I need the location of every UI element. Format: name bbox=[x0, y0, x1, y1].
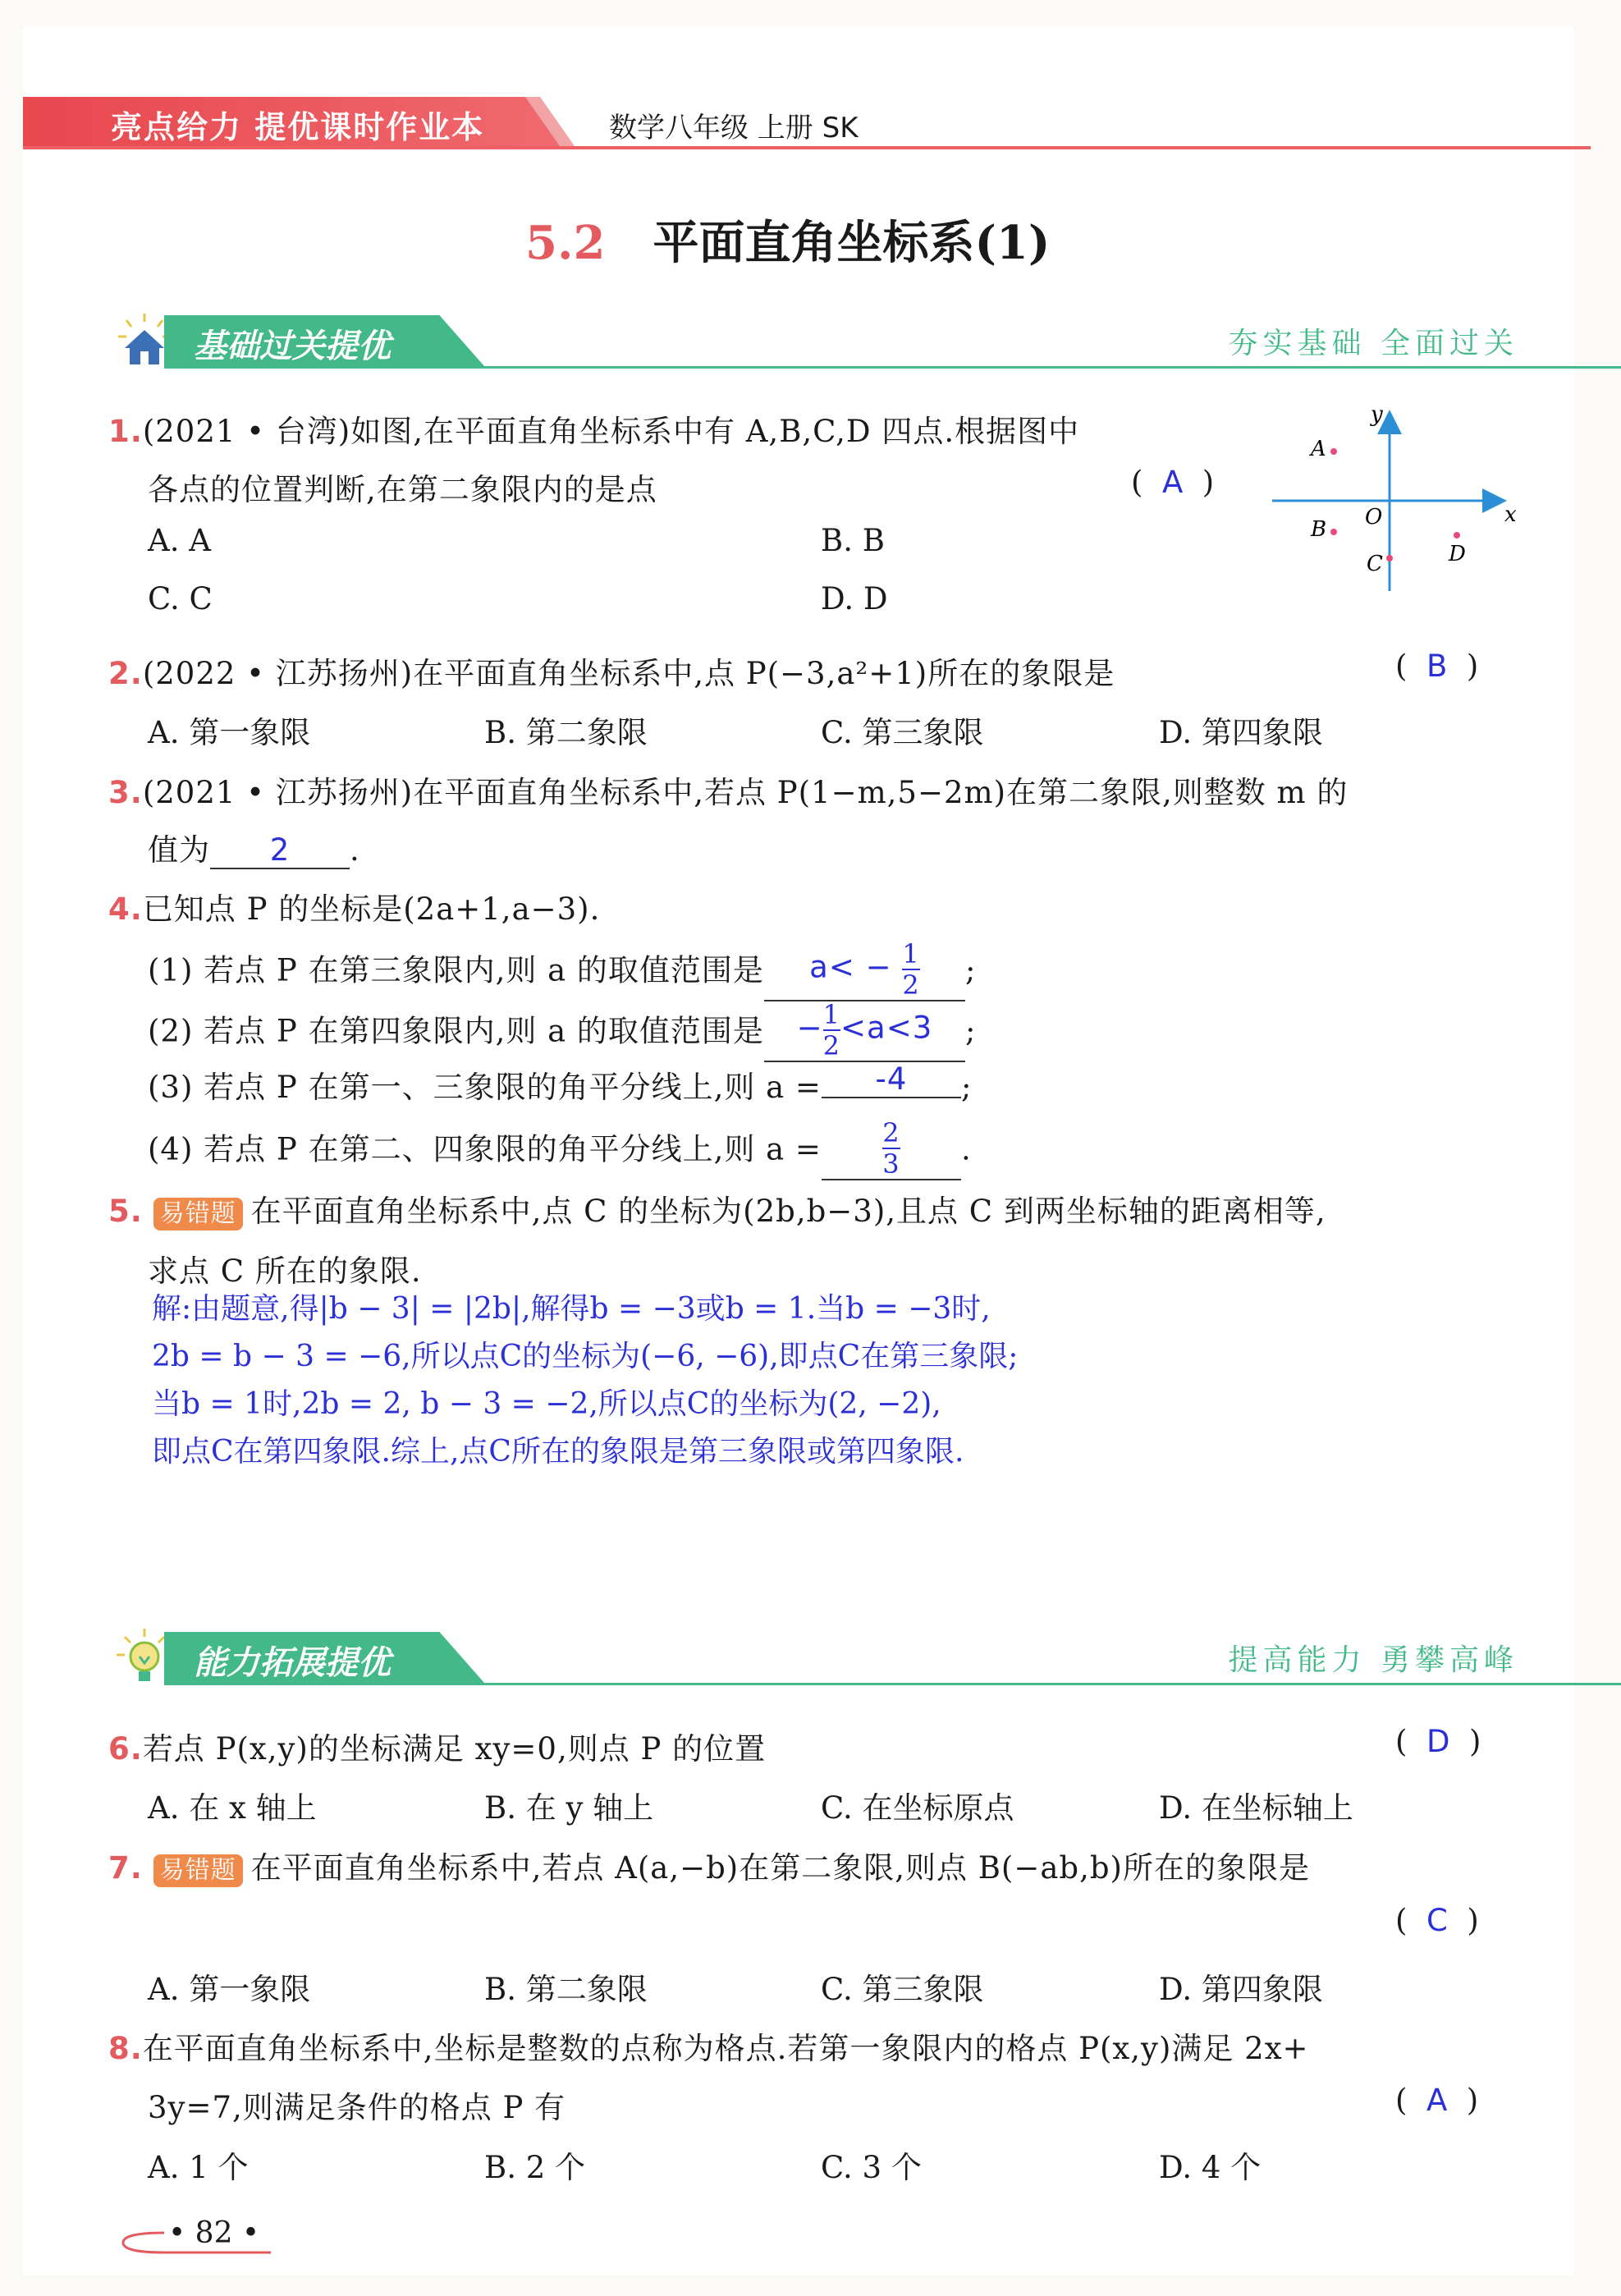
q4-part4-blank bbox=[822, 1118, 961, 1180]
q2-line bbox=[108, 648, 1115, 693]
q6-option-b: B. 在 y 轴上 bbox=[484, 1790, 654, 1826]
q4-part1-blank bbox=[764, 939, 965, 1001]
q4-part4-fraction bbox=[882, 1118, 900, 1179]
page-number: • 82 • bbox=[168, 2216, 260, 2250]
q4-part1: (1) 若点 P 在第三象限内,则 a 的取值范围是 a< − $\frac{1}{2}$ ; bbox=[148, 938, 977, 1001]
q2-option-d: D. 第四象限 bbox=[1159, 715, 1323, 750]
q4-part2-text: (2) 若点 P 在第四象限内,则 a 的取值范围是 bbox=[148, 1013, 764, 1049]
q5-solution-line1: 解:由题意,得|b − 3| = |2b|,解得b = −3或b = 1.当b = −3时, bbox=[152, 1292, 991, 1326]
question-number: 6. bbox=[108, 1731, 143, 1767]
q1-line1 bbox=[108, 406, 1079, 451]
q7-option-d: D. 第四象限 bbox=[1159, 1972, 1323, 2007]
q8-answer: A bbox=[1426, 2083, 1448, 2118]
q5-line1 bbox=[108, 1186, 1326, 1230]
q4-part2-blank bbox=[764, 1000, 965, 1062]
q7-option-a: A. 第一象限 bbox=[148, 1972, 311, 2007]
q3-blank bbox=[210, 832, 350, 869]
point-b-label: B bbox=[1311, 517, 1327, 542]
point-c bbox=[1386, 555, 1393, 561]
question-number: 8. bbox=[108, 2031, 143, 2066]
q4-line bbox=[108, 884, 600, 928]
point-b bbox=[1330, 529, 1337, 535]
fraction-numerator: 2 bbox=[882, 1117, 900, 1148]
x-axis-label: x bbox=[1504, 502, 1517, 527]
q4-part3-text: (3) 若点 P 在第一、三象限的角平分线上,则 a = bbox=[148, 1070, 822, 1105]
origin-label: O bbox=[1365, 505, 1383, 529]
q4-part3: (3) 若点 P 在第一、三象限的角平分线上,则 a = -4 ; bbox=[148, 1061, 973, 1105]
q5-solution-line4: 即点C在第四象限.综上,点C所在的象限是第三象限或第四象限. bbox=[152, 1435, 964, 1469]
coordinate-graph bbox=[1268, 402, 1517, 603]
q4-part1-text: (1) 若点 P 在第三象限内,则 a 的取值范围是 bbox=[148, 952, 764, 988]
q3-stem-1: (2021 • 江苏扬州)在平面直角坐标系中,若点 P(1−m,5−2m)在第二象限,则整数 m 的 bbox=[142, 775, 1349, 810]
q5-solution-line3: 当b = 1时,2b = 2, b − 3 = −2,所以点C的坐标为(2, −2), bbox=[152, 1387, 941, 1421]
q7-option-c: C. 第三象限 bbox=[821, 1972, 984, 2007]
question-number: 7. bbox=[108, 1850, 143, 1886]
q8-option-a: A. 1 个 bbox=[148, 2150, 249, 2185]
q3-stem-2: 值为 bbox=[148, 832, 210, 868]
fraction-denominator: 3 bbox=[882, 1148, 900, 1180]
section-label: 基础过关提优 bbox=[194, 328, 391, 365]
q4-part2-fraction bbox=[823, 1000, 840, 1061]
q2-stem: (2022 • 江苏扬州)在平面直角坐标系中,点 P(−3,a²+1)所在的象限是 bbox=[142, 656, 1115, 691]
q4-part1-answer-pre: a< − bbox=[809, 949, 892, 985]
section-banner-basic bbox=[115, 310, 1518, 369]
q6-answer: D bbox=[1426, 1724, 1450, 1759]
q5-stem-2: 求点 C 所在的象限. bbox=[148, 1253, 422, 1289]
q6-line bbox=[108, 1724, 766, 1768]
section-motto: 夯实基础 全面过关 bbox=[1228, 327, 1518, 360]
q4-part2: (2) 若点 P 在第四象限内,则 a 的取值范围是 − $\frac{1}{2}$ <a<3 ; bbox=[148, 999, 977, 1061]
q7-answer-box: ( C ) bbox=[1395, 1903, 1479, 1938]
q7-option-b: B. 第二象限 bbox=[484, 1972, 648, 2007]
q8-stem-1: 在平面直角坐标系中,坐标是整数的点称为格点.若第一象限内的格点 P(x,y)满足 2x+ bbox=[142, 2031, 1309, 2066]
q1-stem-1: (2021 • 台湾)如图,在平面直角坐标系中有 A,B,C,D 四点.根据图中 bbox=[142, 414, 1080, 449]
q7-stem: 在平面直角坐标系中,若点 A(a,−b)在第二象限,则点 B(−ab,b)所在的象限是 bbox=[250, 1850, 1310, 1886]
q4-part4-text: (4) 若点 P 在第二、四象限的角平分线上,则 a = bbox=[148, 1131, 822, 1167]
q2-option-c: C. 第三象限 bbox=[821, 715, 984, 750]
q3-line1 bbox=[108, 768, 1348, 812]
q2-answer-box: ( B ) bbox=[1395, 648, 1479, 684]
q3-answer: 2 bbox=[269, 832, 291, 868]
q8-line1 bbox=[108, 2023, 1309, 2068]
q8-stem-2: 3y=7,则满足条件的格点 P 有 bbox=[148, 2090, 566, 2125]
q8-option-d: D. 4 个 bbox=[1159, 2150, 1262, 2185]
q1-option-b: B. B bbox=[821, 523, 885, 558]
header-subtitle: 数学八年级 上册 SK bbox=[609, 112, 859, 144]
section-rule bbox=[164, 1683, 1621, 1685]
q2-option-a: A. 第一象限 bbox=[148, 715, 311, 750]
section-banner-advanced bbox=[115, 1627, 1518, 1686]
section-rule bbox=[164, 366, 1621, 369]
error-prone-tag: 易错题 bbox=[153, 1198, 243, 1230]
q4-part3-blank bbox=[822, 1061, 961, 1098]
q4-part1-fraction bbox=[902, 939, 919, 1000]
fraction-numerator: 1 bbox=[822, 999, 841, 1030]
error-prone-tag: 易错题 bbox=[153, 1854, 243, 1887]
page-title bbox=[525, 207, 1050, 273]
question-number: 4. bbox=[108, 891, 143, 927]
q8-option-c: C. 3 个 bbox=[821, 2150, 922, 2185]
section-label: 能力拓展提优 bbox=[194, 1644, 391, 1682]
q4-part3-answer: -4 bbox=[875, 1061, 908, 1097]
q2-option-b: B. 第二象限 bbox=[484, 715, 648, 750]
q7-answer: C bbox=[1426, 1903, 1448, 1938]
point-a-label: A bbox=[1311, 437, 1326, 461]
q6-stem: 若点 P(x,y)的坐标满足 xy=0,则点 P 的位置 bbox=[142, 1731, 767, 1767]
q7-line bbox=[108, 1843, 1310, 1887]
q5-stem-1: 在平面直角坐标系中,点 C 的坐标为(2b,b−3),且点 C 到两坐标轴的距离相等, bbox=[250, 1194, 1326, 1229]
q4-stem: 已知点 P 的坐标是(2a+1,a−3). bbox=[142, 891, 601, 927]
q5-solution-line2: 2b = b − 3 = −6,所以点C的坐标为(−6, −6),即点C在第三象限; bbox=[152, 1340, 1019, 1373]
question-number: 2. bbox=[108, 656, 143, 691]
q4-part2-answer-post: <a<3 bbox=[840, 1010, 933, 1046]
point-d-label: D bbox=[1449, 542, 1466, 566]
point-a bbox=[1330, 448, 1337, 455]
q3-line2: 值为 2 . bbox=[148, 832, 360, 868]
fraction-denominator: 2 bbox=[902, 969, 920, 1001]
point-c-label: C bbox=[1367, 552, 1383, 576]
q1-option-c: C. C bbox=[148, 581, 213, 616]
section-motto: 提高能力 勇攀高峰 bbox=[1228, 1643, 1518, 1677]
q2-answer: B bbox=[1426, 648, 1448, 684]
q6-option-a: A. 在 x 轴上 bbox=[148, 1790, 317, 1826]
fraction-numerator: 1 bbox=[902, 938, 920, 969]
header-brand: 亮点给力 提优课时作业本 bbox=[111, 109, 485, 145]
q4-part2-answer-pre: − bbox=[796, 1010, 823, 1046]
q1-option-d: D. D bbox=[821, 581, 888, 616]
question-number: 3. bbox=[108, 775, 143, 810]
q1-stem-2: 各点的位置判断,在第二象限内的是点 bbox=[148, 472, 657, 507]
point-d bbox=[1454, 532, 1460, 538]
fraction-denominator: 2 bbox=[822, 1030, 841, 1061]
section-number: 5.2 bbox=[525, 216, 606, 270]
q6-answer-box: ( D ) bbox=[1395, 1724, 1481, 1759]
q1-answer-box: ( A ) bbox=[1131, 465, 1215, 500]
q1-option-a: A. A bbox=[148, 523, 211, 558]
q8-answer-box: ( A ) bbox=[1395, 2083, 1479, 2118]
q4-part4: (4) 若点 P 在第二、四象限的角平分线上,则 a = $\frac{2}{3}$ . bbox=[148, 1117, 972, 1180]
y-axis-label: y bbox=[1371, 402, 1383, 427]
q6-option-c: C. 在坐标原点 bbox=[821, 1790, 1014, 1826]
q6-option-d: D. 在坐标轴上 bbox=[1159, 1790, 1353, 1826]
q8-option-b: B. 2 个 bbox=[484, 2150, 586, 2185]
question-number: 5. bbox=[108, 1194, 143, 1229]
question-number: 1. bbox=[108, 414, 143, 449]
section-title: 平面直角坐标系(1) bbox=[653, 216, 1051, 270]
q1-answer: A bbox=[1161, 465, 1184, 500]
